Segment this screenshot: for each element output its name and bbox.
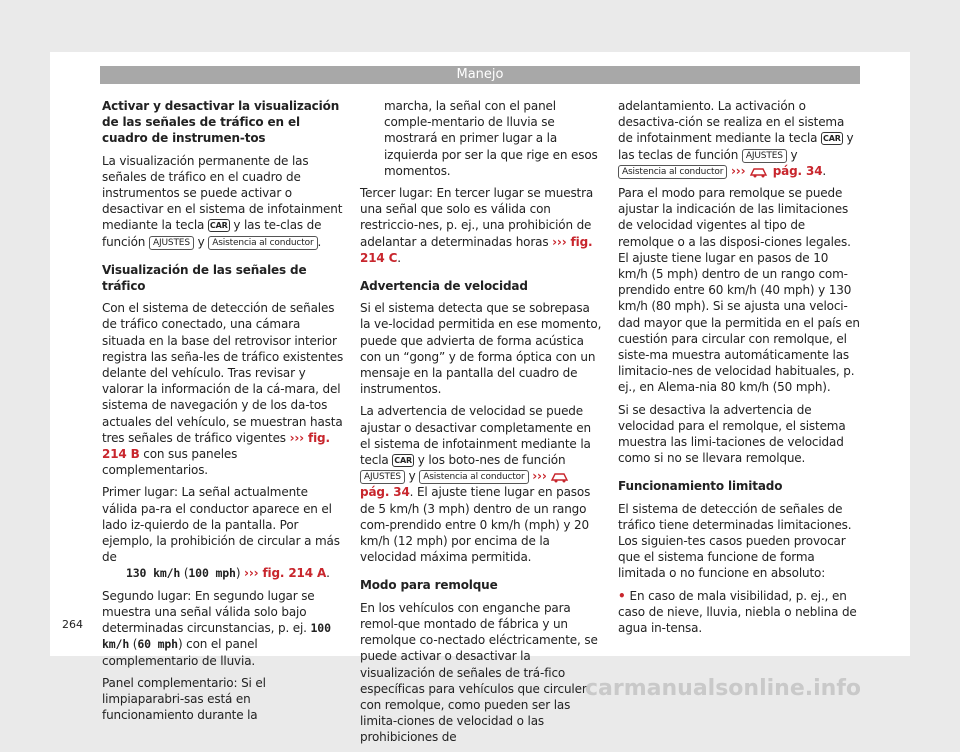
speed-value: 60 mph <box>137 637 178 652</box>
asistencia-key: Asistencia al conductor <box>208 236 317 250</box>
text: con el panel complementario de lluvia. <box>102 637 258 668</box>
section-header: Manejo <box>100 66 860 84</box>
warning-car-icon <box>550 469 570 483</box>
figure-ref-link[interactable]: ››› fig. 214 C <box>360 234 593 265</box>
car-key-icon: CAR <box>209 221 228 231</box>
text: adelantamiento. La activación o desactiva-ción se realiza en el sistema de infotainment mediante la tecla <box>618 99 845 146</box>
item-label: Primer lugar: <box>102 485 178 500</box>
text: y las teclas de función <box>618 131 854 162</box>
text: y <box>790 147 798 162</box>
text: . <box>397 250 401 265</box>
text: Con el sistema de detección de señales de tráfico conectado, una cámara situada en la base del retrovisor interior registra las seña-les de tráfico existentes delante del vehículo. Tras revisar y valorar la información de la cá-mara, del sistema de navegación y de los da-tos actuales del vehículo, se muestran hasta tres señales de tráfico vigentes <box>102 301 344 445</box>
warning-car-icon <box>749 164 769 178</box>
paragraph-activar <box>102 153 344 250</box>
text: En segundo lugar se muestra una señal válida solo bajo determinadas circunstancias, p. ej. <box>102 588 315 636</box>
text: La advertencia de velocidad se puede ajustar o desactivar completamente en el sistema de infotainment mediante la tecla <box>360 404 591 468</box>
paragraph-continuation: marcha, la señal con el panel comple-mentario de lluvia se mostrará en primer lugar a la izquierda por ser la que rige en esos momentos. <box>384 99 598 178</box>
text: y las te-clas de función <box>102 218 322 249</box>
text: y los boto-nes de función <box>417 453 566 468</box>
list-item-primer <box>102 484 344 581</box>
list-item-tercer <box>360 185 602 266</box>
page-ref-link[interactable]: pág. 34 <box>772 163 823 178</box>
bullet-item <box>618 588 860 637</box>
reference-arrow: ››› <box>731 163 746 178</box>
text: La señal actualmente válida pa-ra el conductor aparece en el lado iz-quierdo de la pantalla. Por ejemplo, la prohibición de circular a más de <box>102 485 340 565</box>
indent: 130 km/h (100 mph) ››› fig. 214 A. <box>126 566 330 581</box>
text: . El ajuste tiene lugar en pasos de 5 km/h (3 mph) dentro de un rango com-prendido entre 0 km/h (mph) y 20 km/h (12 mph) por encima de la velocidad máxima permitida. <box>360 485 591 565</box>
text: con sus paneles complementarios. <box>102 447 238 478</box>
paragraph-visualizacion <box>102 300 344 478</box>
text: . <box>317 234 322 249</box>
paragraph-advertencia: Si el sistema detecta que se sobrepasa la ve-locidad permitida en ese momento, puede que advierta de forma acústica con un “gong” y de forma óptica con un mensaje en la pantalla del cuadro de instrumentos. <box>360 301 602 397</box>
page-ref-link[interactable]: pág. 34 <box>360 485 410 500</box>
heading-limitado: Funcionamiento limitado <box>618 479 783 494</box>
speed-value: 130 km/h <box>126 566 181 581</box>
column-1 <box>102 98 344 729</box>
paragraph-adelantamiento <box>618 98 860 179</box>
page-number: 264 <box>62 618 83 631</box>
ajustes-key: AJUSTES <box>742 149 787 163</box>
text: En caso de mala visibilidad, p. ej., en caso de nieve, lluvia, niebla o neblina de agua in-tensa. <box>618 588 857 636</box>
ajustes-key: AJUSTES <box>360 470 405 484</box>
asistencia-key: Asistencia al conductor <box>618 165 727 179</box>
text: y <box>197 234 205 249</box>
paragraph-desactiva: Si se desactiva la advertencia de velocidad para el remolque, el sistema muestra las limi-taciones de velocidad como si no se llevara remolque. <box>618 402 846 466</box>
heading-activar: Activar y desactivar la visualización de las señales de tráfico en el cuadro de instrumen-tos <box>102 99 340 146</box>
paragraph-ajuste <box>360 403 602 565</box>
text: Si el limpiaparabri-sas está en funcionamiento durante la <box>102 675 266 723</box>
text: . <box>822 163 827 178</box>
bullet-icon: • <box>618 588 626 603</box>
heading-visualizacion: Visualización de las señales de tráfico <box>102 262 307 294</box>
text: y <box>408 469 416 484</box>
column-2 <box>360 98 602 752</box>
text: La visualización permanente de las señales de tráfico en el cuadro de instrumentos se puede activar o desactivar en el sistema de infotainment mediante la tecla <box>102 153 343 233</box>
text: En tercer lugar se muestra una señal que solo es válida con restriccio-nes, p. ej., una prohibición de adelantar a determinadas horas <box>360 186 594 249</box>
figure-ref-link[interactable]: ››› fig. 214 B <box>102 430 330 462</box>
watermark-logo: carmanualsonline.info <box>585 676 861 701</box>
item-label: Tercer lugar: <box>360 186 433 201</box>
list-item-segundo: Segundo lugar: En segundo lugar se muestra una señal válida solo bajo determinadas circunstancias, p. ej. 100 km/h (60 mph) con el panel complementario de lluvia. <box>102 588 331 668</box>
car-key-icon: CAR <box>823 134 841 144</box>
asistencia-key: Asistencia al conductor <box>419 470 528 484</box>
ajustes-key: AJUSTES <box>149 236 194 250</box>
speed-value: 100 km/h <box>102 621 331 652</box>
text: . <box>326 566 330 581</box>
list-item-panel <box>102 675 344 724</box>
paragraph-remolque: En los vehículos con enganche para remol-que montado de fábrica y un remolque co-nectado eléctricamente, se puede activar o desactivar la visualización de señales de trá-fico específicas para vehículos que circulen con remolque, como pueden ser las limita-ciones de velocidad o las prohibiciones de <box>360 600 598 745</box>
heading-remolque: Modo para remolque <box>360 578 498 593</box>
heading-advertencia: Advertencia de velocidad <box>360 279 528 294</box>
paragraph-modo-remolque: Para el modo para remolque se puede ajustar la indicación de las limitaciones de velocidad vigentes al tipo de remolque o a las disposi-ciones legales. El ajuste tiene lugar en pasos de 10 km/h (5 mph) dentro de un rango com-prendido entre 60 km/h (40 mph) y 130 km/h (80 mph). Si se ajusta una veloci-dad mayor que la permitida en el país en cuestión para circular con remolque, el siste-ma muestra automáticamente las limitacio-nes de velocidad habituales, p. ej., en Alema-nia 80 km/h (50 mph). <box>618 186 860 395</box>
column-3 <box>618 98 860 642</box>
car-key-icon: CAR <box>394 456 413 466</box>
reference-arrow: ››› <box>532 469 547 484</box>
item-label: Segundo lugar: <box>102 588 192 603</box>
item-label: Panel complementario: <box>102 675 238 690</box>
paragraph-limitaciones: El sistema de detección de señales de tráfico tiene determinadas limitaciones. Los siguien-tes casos pueden provocar que el sistema funcione de forma limitada o no funcione en absoluto: <box>618 501 852 581</box>
speed-value: 100 mph <box>188 566 236 581</box>
figure-ref-link[interactable]: ››› fig. 214 A <box>244 566 327 581</box>
